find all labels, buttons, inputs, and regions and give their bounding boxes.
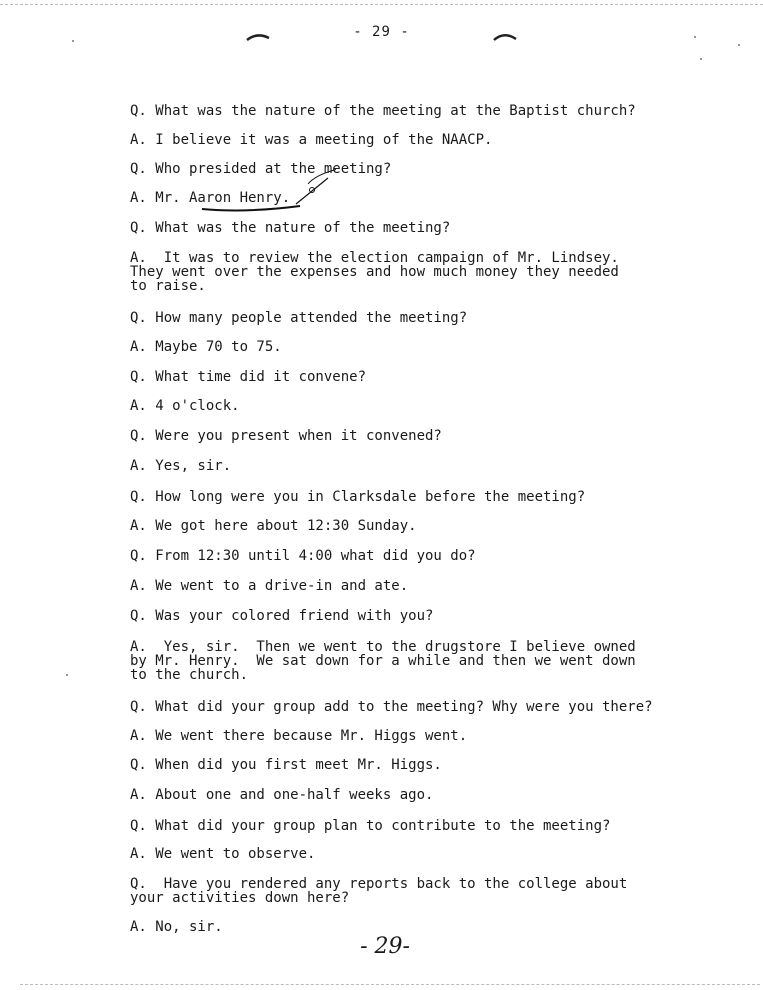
transcript-line-q: Q. Were you present when it convened? <box>130 428 442 444</box>
transcript-line-a: A. Yes, sir. <box>130 458 232 474</box>
transcript-line-q: Q. How many people attended the meeting? <box>130 310 468 326</box>
transcript-line-q: Q. When did you first meet Mr. Higgs. <box>130 757 442 773</box>
transcript-line-a: A. About one and one-half weeks ago. <box>130 787 434 803</box>
transcript-line-a: A. We went there because Mr. Higgs went. <box>130 728 468 744</box>
transcript-line-q: Q. What did your group plan to contribute to the meeting? <box>130 818 611 834</box>
transcript-line-q: Q. From 12:30 until 4:00 what did you do? <box>130 548 476 564</box>
scan-speck <box>738 44 740 46</box>
transcript-line-q: Q. Who presided at the meeting? <box>130 161 392 177</box>
transcript-line-q: Q. Was your colored friend with you? <box>130 608 434 624</box>
transcript-line-q: Q. What time did it convene? <box>130 369 367 385</box>
transcript-line-q: Q. What did your group add to the meeting? Why were you there? <box>130 699 653 715</box>
transcript-line-a: A. I believe it was a meeting of the NAACP. <box>130 132 493 148</box>
handwritten-underline-icon <box>196 160 336 216</box>
transcript-line-q: Q. What was the nature of the meeting at the Baptist church? <box>130 103 636 119</box>
transcript-line-a: A. Mr. Aaron Henry. <box>130 190 291 206</box>
page-number-top: - 29 - <box>353 24 410 40</box>
scan-speck <box>694 36 696 38</box>
scan-speck <box>700 58 702 60</box>
transcript-line-a: A. 4 o'clock. <box>130 398 240 414</box>
transcript-line-a: A. We went to a drive-in and ate. <box>130 578 409 594</box>
transcript-line-a: A. No, sir. <box>130 919 223 935</box>
transcript-line-q: Q. How long were you in Clarksdale before the meeting? <box>130 489 586 505</box>
top-edge-artifact <box>0 4 763 5</box>
transcript-line-a: A. Maybe 70 to 75. <box>130 339 282 355</box>
transcript-line-a: A. We went to observe. <box>130 846 316 862</box>
scan-speck <box>66 674 68 676</box>
bottom-edge-artifact <box>20 984 760 985</box>
transcript-line-q: Q. What was the nature of the meeting? <box>130 220 451 236</box>
transcript-line-a: A. It was to review the election campaign of Mr. Lindsey. They went over the expenses and how much money they needed to raise. <box>130 250 619 294</box>
transcript-line-a: A. We got here about 12:30 Sunday. <box>130 518 417 534</box>
page-number-bottom-handwritten: - 29- <box>360 934 410 959</box>
transcript-line-a: A. Yes, sir. Then we went to the drugstore I believe owned by Mr. Henry. We sat down for a while and then we went down to the church. <box>130 639 636 683</box>
scan-speck <box>72 40 74 42</box>
transcript-line-q: Q. Have you rendered any reports back to the college about your activities down here? <box>130 876 628 906</box>
